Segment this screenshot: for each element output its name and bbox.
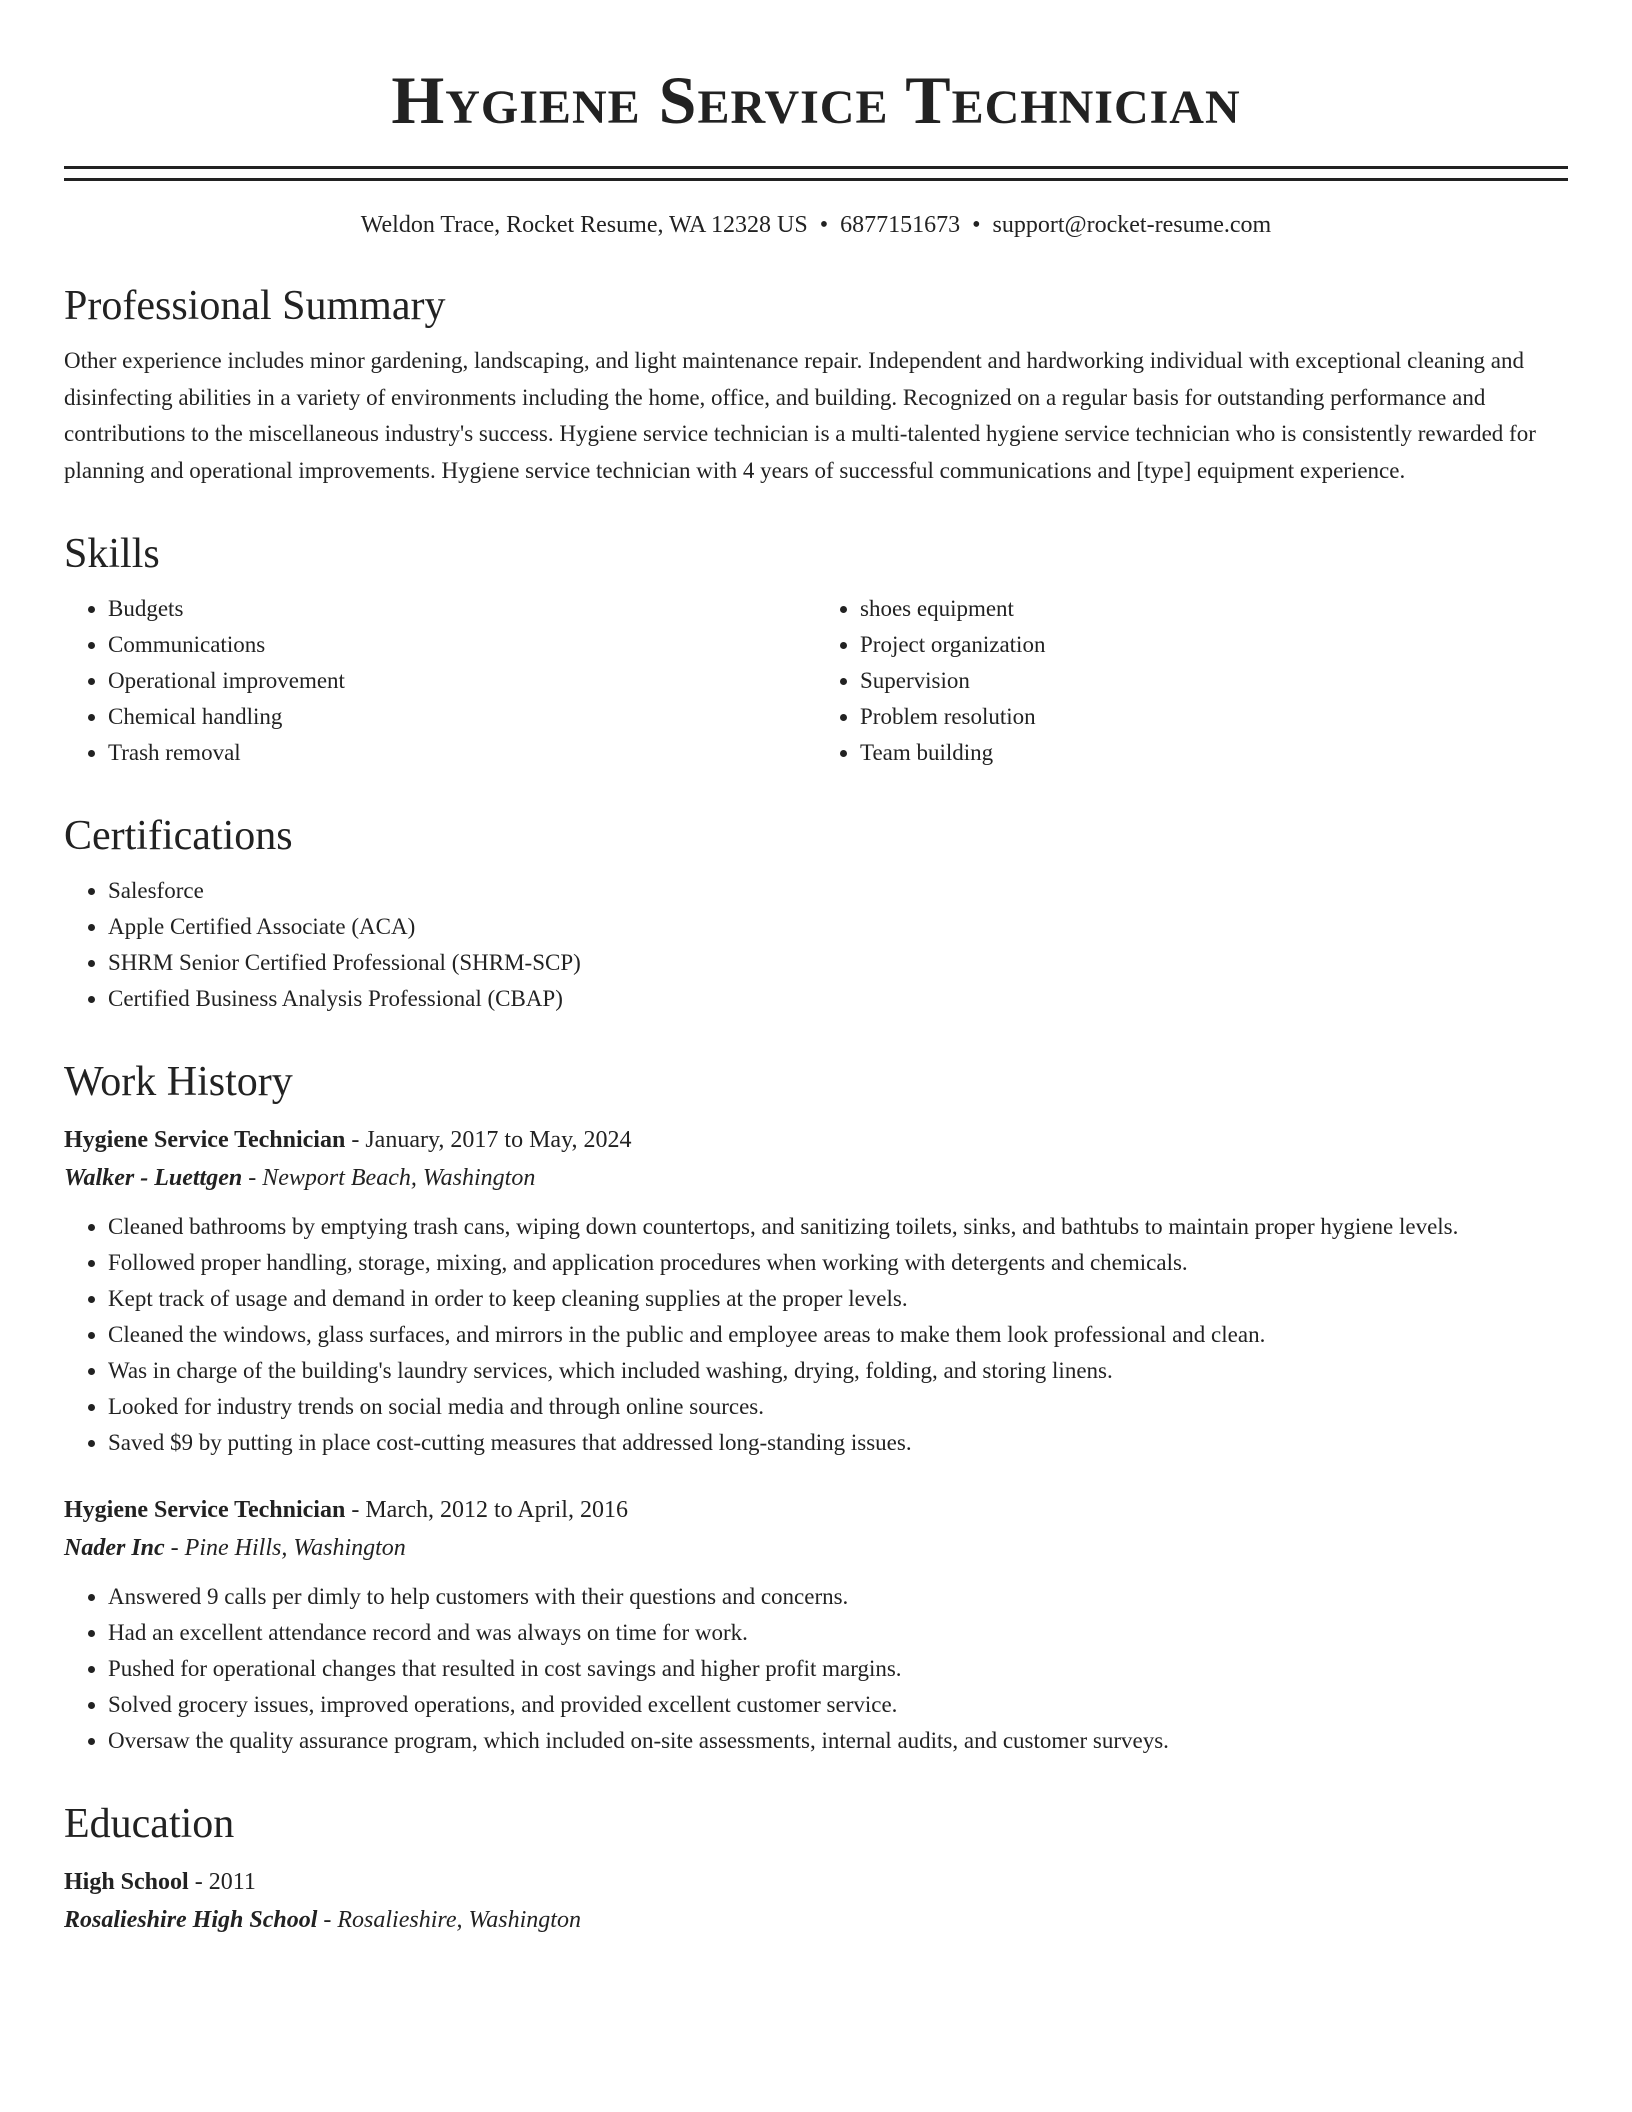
summary-text: Other experience includes minor gardening, landscaping, and light maintenance repair. Independent and hardworking individual with exceptional cleaning and disinfecting abilities in a variety of environments including the home, office, and building. Recognized on a regular basis for outstanding performance and contributions to the miscellaneous industry's success. Hygiene service technician is a multi-talented hygiene service technician who is consistently rewarded for planning and operational improvements. Hygiene service technician with 4 years of successful communications and [type] equipment experience. — [64, 348, 1536, 483]
job-title: Hygiene Service Technician — [64, 1497, 346, 1523]
job-title: Hygiene Service Technician — [64, 1127, 346, 1153]
job-bullet: • Had an excellent attendance record and was always on time for work. — [108, 1615, 1568, 1651]
skill-item: • shoes equipment — [860, 591, 1568, 627]
job-bullets — [64, 1209, 1568, 1461]
skill-item: • Supervision — [860, 663, 1568, 699]
job-location: Newport Beach, Washington — [262, 1165, 536, 1191]
certification-item: • Salesforce — [108, 873, 1568, 909]
skill-item: • Chemical handling — [108, 699, 816, 735]
job-bullet: • Was in charge of the building's laundry services, which included washing, drying, folding, and storing linens. — [108, 1353, 1568, 1389]
header-divider — [64, 166, 1568, 181]
contact-separator: • — [972, 212, 981, 238]
job-company: Walker - Luettgen — [64, 1165, 243, 1191]
skills-columns — [64, 591, 1568, 771]
certifications-heading: Certifications — [64, 813, 293, 859]
certification-item: • SHRM Senior Certified Professional (SHRM-SCP) — [108, 945, 1568, 981]
job-bullets — [64, 1579, 1568, 1759]
certifications-section — [64, 811, 1568, 1017]
contact-line — [64, 209, 1568, 241]
skill-item: • Operational improvement — [108, 663, 816, 699]
work-history-section — [64, 1057, 1568, 1759]
summary-heading: Professional Summary — [64, 283, 446, 329]
contact-separator: • — [819, 212, 829, 238]
contact-email: support@rocket-resume.com — [992, 212, 1272, 238]
education-degree-line: High School - 2011 — [64, 1869, 256, 1895]
education-heading: Education — [64, 1801, 235, 1847]
job-bullet: • Saved $9 by putting in place cost-cutting measures that addressed long-standing issues. — [108, 1425, 1568, 1461]
skill-item: • Project organization — [860, 627, 1568, 663]
skill-item: • Trash removal — [108, 735, 816, 771]
job-bullet: • Solved grocery issues, improved operations, and provided excellent customer service. — [108, 1687, 1568, 1723]
contact-phone: 6877151673 — [840, 212, 961, 238]
job-location: Pine Hills, Washington — [184, 1535, 406, 1561]
skill-item: • Problem resolution — [860, 699, 1568, 735]
skills-section — [64, 529, 1568, 771]
contact-address: Weldon Trace, Rocket Resume, WA 12328 US — [360, 212, 808, 238]
education-school: Rosalieshire High School — [64, 1907, 318, 1933]
job-bullet: • Cleaned bathrooms by emptying trash cans, wiping down countertops, and sanitizing toilets, sinks, and bathtubs to maintain proper hygiene levels. — [108, 1209, 1568, 1245]
education-degree: High School — [64, 1869, 189, 1895]
job-bullet: • Followed proper handling, storage, mixing, and application procedures when working with detergents and chemicals. — [108, 1245, 1568, 1281]
job-bullet: • Answered 9 calls per dimly to help customers with their questions and concerns. — [108, 1579, 1568, 1615]
education-year: 2011 — [208, 1869, 256, 1895]
certification-item: • Apple Certified Associate (ACA) — [108, 909, 1568, 945]
skill-item: • Budgets — [108, 591, 816, 627]
education-school-line: Rosalieshire High School - Rosalieshire, Washington — [64, 1907, 581, 1933]
job-bullet: • Cleaned the windows, glass surfaces, and mirrors in the public and employee areas to make them look professional and clean. — [108, 1317, 1568, 1353]
job-title-line: Hygiene Service Technician - January, 2017 to May, 2024 — [64, 1127, 632, 1153]
certifications-list — [64, 873, 1568, 1017]
education-location: Rosalieshire, Washington — [337, 1907, 581, 1933]
job-bullet: • Looked for industry trends on social media and through online sources. — [108, 1389, 1568, 1425]
job-company-line: Walker - Luettgen - Newport Beach, Washington — [64, 1165, 536, 1191]
skills-list-right — [816, 591, 1568, 771]
job-entry — [64, 1121, 1568, 1461]
certification-item: • Certified Business Analysis Professional (CBAP) — [108, 981, 1568, 1017]
job-bullet: • Pushed for operational changes that resulted in cost savings and higher profit margins. — [108, 1651, 1568, 1687]
job-entry — [64, 1491, 1568, 1759]
job-bullet: • Kept track of usage and demand in order to keep cleaning supplies at the proper levels. — [108, 1281, 1568, 1317]
job-dates: January, 2017 to May, 2024 — [365, 1127, 632, 1153]
job-company-line: Nader Inc - Pine Hills, Washington — [64, 1535, 406, 1561]
work-history-heading: Work History — [64, 1059, 293, 1105]
job-title-line: Hygiene Service Technician - March, 2012 to April, 2016 — [64, 1497, 628, 1523]
job-company: Nader Inc — [64, 1535, 165, 1561]
skill-item: • Communications — [108, 627, 816, 663]
candidate-name: Hygiene Service Technician — [391, 62, 1241, 138]
skill-item: • Team building — [860, 735, 1568, 771]
skills-heading: Skills — [64, 531, 160, 577]
job-dates: March, 2012 to April, 2016 — [365, 1497, 628, 1523]
summary-section — [64, 281, 1568, 489]
education-section — [64, 1799, 1568, 1939]
skills-list-left — [64, 591, 816, 771]
job-bullet: • Oversaw the quality assurance program, which included on-site assessments, internal audits, and customer surveys. — [108, 1723, 1568, 1759]
